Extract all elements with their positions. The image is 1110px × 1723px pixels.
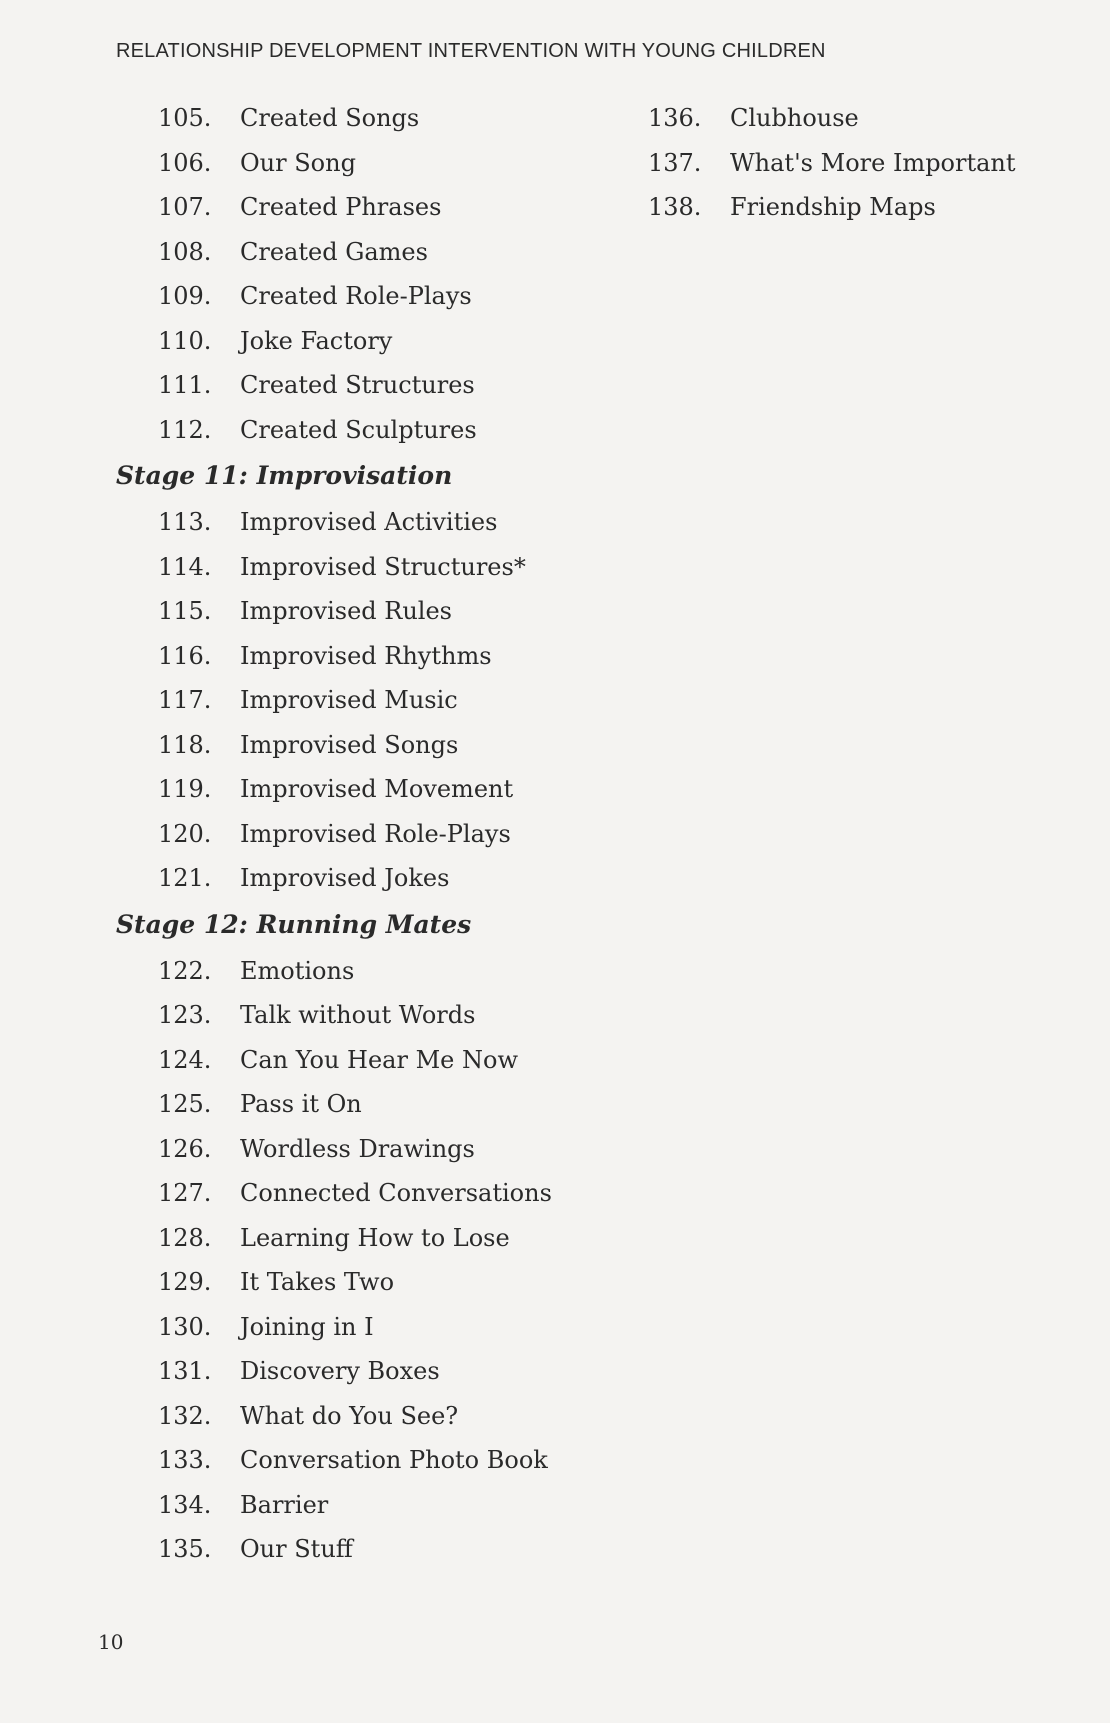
item-number: 119.: [158, 775, 212, 803]
item-number: 111.: [158, 371, 212, 399]
item-number: 108.: [158, 237, 212, 266]
item-title: Conversation Photo Book: [240, 1446, 548, 1474]
item-number: 125.: [158, 1090, 212, 1118]
list-item: [116, 993, 616, 1038]
item-number: 138.: [648, 193, 702, 221]
list-item: [116, 678, 616, 723]
item-title: Created Games: [240, 237, 428, 266]
item-title: Created Structures: [240, 371, 475, 399]
item-title: Created Phrases: [240, 193, 442, 221]
list-item: [116, 1527, 616, 1572]
item-number: 130.: [158, 1312, 212, 1341]
item-number: 107.: [158, 193, 212, 221]
list-item: [116, 408, 616, 453]
item-number: 134.: [158, 1490, 212, 1519]
item-number: 117.: [158, 686, 212, 714]
list-item: [116, 1483, 616, 1528]
list-item: [116, 634, 616, 679]
left-column: [116, 96, 616, 1572]
item-title: Improvised Activities: [240, 508, 498, 536]
item-title: Joining in I: [240, 1312, 374, 1341]
item-number: 124.: [158, 1045, 212, 1074]
list-item: [116, 185, 616, 230]
item-number: 105.: [158, 104, 212, 132]
item-number: 113.: [158, 508, 212, 536]
item-number: 133.: [158, 1446, 212, 1474]
list-item: [116, 1171, 616, 1216]
activity-list-stage-11: [116, 500, 616, 901]
item-number: 114.: [158, 552, 212, 581]
item-number: 121.: [158, 864, 212, 892]
list-item: [648, 185, 1088, 230]
item-number: 123.: [158, 1001, 212, 1029]
list-item: [116, 1082, 616, 1127]
list-item: [116, 1394, 616, 1439]
list-item: [116, 1438, 616, 1483]
item-number: 135.: [158, 1535, 212, 1563]
item-number: 131.: [158, 1357, 212, 1385]
running-head: RELATIONSHIP DEVELOPMENT INTERVENTION WITH YOUNG CHILDREN: [116, 40, 826, 62]
item-number: 115.: [158, 597, 212, 625]
item-number: 137.: [648, 148, 702, 177]
list-item: [116, 767, 616, 812]
item-title: What's More Important: [730, 148, 1016, 177]
item-number: 132.: [158, 1401, 212, 1430]
list-item: [116, 363, 616, 408]
list-item: [116, 949, 616, 994]
item-title: Learning How to Lose: [240, 1223, 510, 1252]
item-title: Discovery Boxes: [240, 1357, 440, 1385]
item-title: Improvised Jokes: [240, 864, 450, 892]
list-item: [116, 812, 616, 857]
list-item: [116, 1127, 616, 1172]
item-number: 129.: [158, 1268, 212, 1296]
item-number: 127.: [158, 1179, 212, 1207]
item-title: Pass it On: [240, 1090, 362, 1118]
right-column: [648, 96, 1088, 230]
item-title: Our Song: [240, 148, 356, 177]
stage-heading-12: Stage 12: Running Mates: [116, 909, 472, 939]
item-title: What do You See?: [240, 1401, 459, 1430]
item-title: Improvised Structures*: [240, 552, 526, 581]
item-title: Improvised Movement: [240, 775, 514, 803]
list-item: [116, 723, 616, 768]
list-item: [116, 230, 616, 275]
list-item: [116, 589, 616, 634]
list-item: [648, 141, 1088, 186]
item-title: Improvised Rhythms: [240, 641, 492, 670]
item-number: 110.: [158, 326, 212, 355]
item-title: Clubhouse: [730, 104, 859, 132]
list-item: [116, 1305, 616, 1350]
list-item: [116, 856, 616, 901]
item-title: Can You Hear Me Now: [240, 1045, 518, 1074]
item-number: 112.: [158, 415, 212, 444]
item-title: Joke Factory: [240, 326, 393, 355]
item-number: 120.: [158, 819, 212, 848]
item-title: Wordless Drawings: [240, 1134, 475, 1163]
item-title: Barrier: [240, 1490, 329, 1519]
list-item: [116, 141, 616, 186]
item-title: Created Role-Plays: [240, 282, 472, 310]
page-number: 10: [98, 1630, 124, 1654]
list-item: [116, 274, 616, 319]
item-number: 116.: [158, 641, 212, 670]
item-title: Created Sculptures: [240, 415, 477, 444]
item-number: 126.: [158, 1134, 212, 1163]
list-item: [648, 96, 1088, 141]
list-item: [116, 319, 616, 364]
item-title: Improvised Music: [240, 686, 458, 714]
item-number: 118.: [158, 730, 212, 759]
activity-list-continued: [648, 96, 1088, 230]
list-item: [116, 1260, 616, 1305]
item-number: 128.: [158, 1223, 212, 1252]
list-item: [116, 1349, 616, 1394]
item-title: Improvised Role-Plays: [240, 819, 511, 848]
item-title: Improvised Songs: [240, 730, 459, 759]
item-title: Emotions: [240, 956, 355, 985]
item-title: Connected Conversations: [240, 1179, 552, 1207]
list-item: [116, 1216, 616, 1261]
list-item: [116, 96, 616, 141]
item-title: It Takes Two: [240, 1268, 395, 1296]
item-number: 109.: [158, 282, 212, 310]
list-item: [116, 545, 616, 590]
item-title: Our Stuff: [240, 1535, 353, 1563]
item-title: Created Songs: [240, 104, 420, 132]
item-title: Improvised Rules: [240, 597, 452, 625]
stage-heading-11: Stage 11: Improvisation: [116, 461, 453, 490]
activity-list-stage-12: [116, 949, 616, 1572]
item-title: Talk without Words: [240, 1001, 476, 1029]
list-item: [116, 1038, 616, 1083]
item-number: 106.: [158, 148, 212, 177]
activity-list-stage-10: [116, 96, 616, 452]
item-title: Friendship Maps: [730, 193, 936, 221]
item-number: 136.: [648, 104, 702, 132]
item-number: 122.: [158, 956, 212, 985]
list-item: [116, 500, 616, 545]
